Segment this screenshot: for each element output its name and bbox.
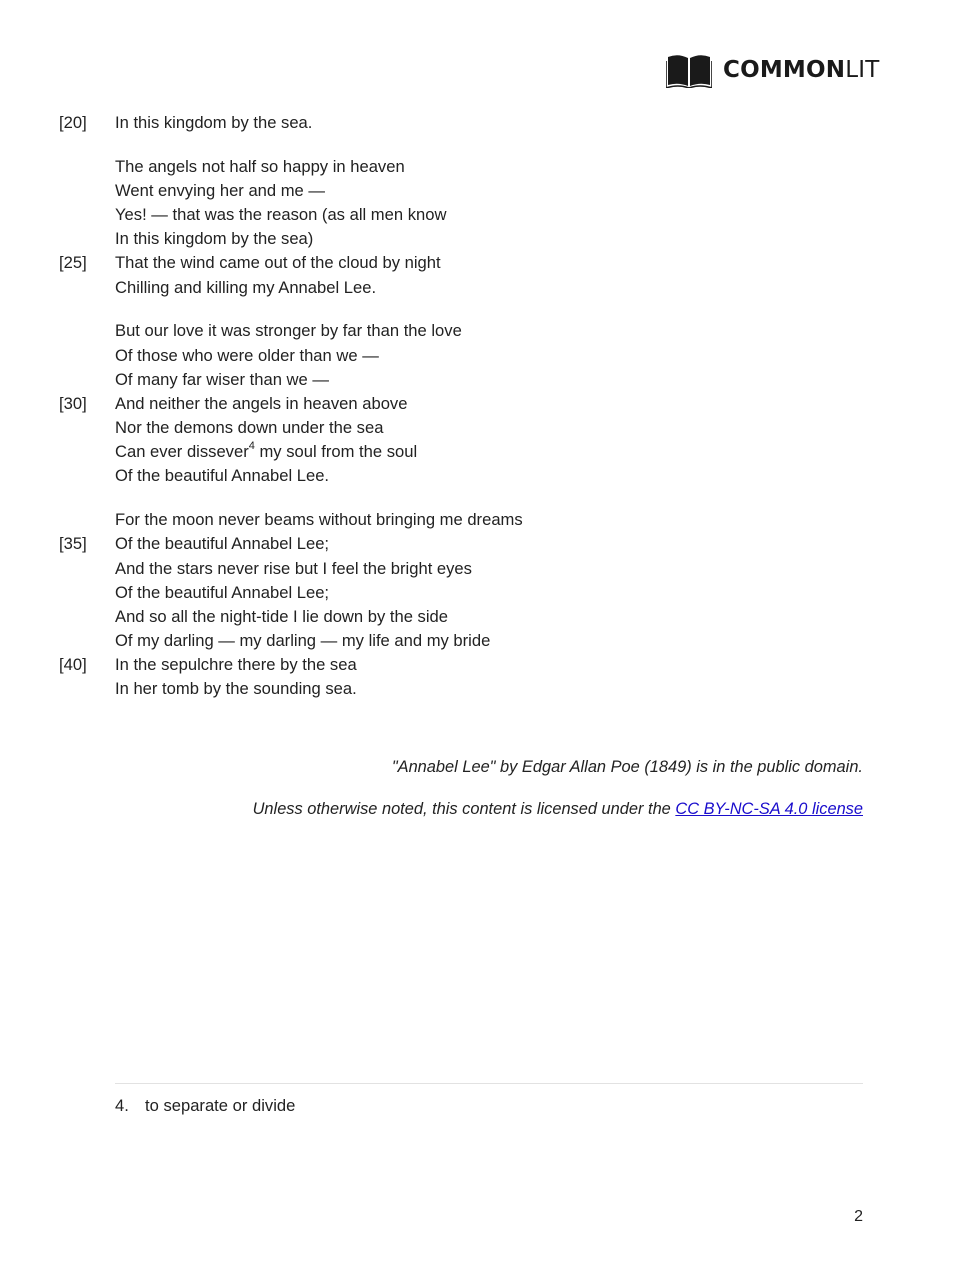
line-text: The angels not half so happy in heaven [115,156,405,176]
line-text: Yes! — that was the reason (as all men know [115,205,447,225]
line-text: Of many far wiser than we — [115,369,329,389]
line-text [115,440,417,464]
line-text: And the stars never rise but I feel the bright eyes [115,558,472,578]
line-text: In her tomb by the sounding sea. [115,679,357,699]
poem-line [0,276,979,300]
footnote-ref: 4 [248,439,255,452]
line-text: And neither the angels in heaven above [115,393,408,413]
poem-line [0,344,979,368]
line-text: Of those who were older than we — [115,345,379,365]
poem-line [0,653,979,677]
line-text: In the sepulchre there by the sea [115,655,357,675]
line-text: Of my darling — my darling — my life and my bride [115,631,491,651]
open-book-icon [666,52,712,88]
poem-line [0,111,979,135]
footnote-divider [115,1083,863,1084]
license-prefix: Unless otherwise noted, this content is licensed under the [252,800,676,818]
line-text: In this kingdom by the sea) [115,229,314,249]
poem-line [0,319,979,343]
footnote-text: to separate or divide [145,1096,296,1115]
line-text: That the wind came out of the cloud by night [115,253,441,273]
poem-line [0,677,979,701]
stanza [0,508,979,702]
footnote [115,1096,295,1116]
poem-line [0,155,979,179]
line-text: Nor the demons down under the sea [115,418,384,438]
poem-line [0,392,979,416]
line-text: Went envying her and me — [115,180,325,200]
poem-line [0,508,979,532]
poem-line [0,581,979,605]
poem-line [0,227,979,251]
poem-line [0,464,979,488]
footnote-number: 4. [115,1096,129,1115]
license-notice [253,800,863,819]
line-text: In this kingdom by the sea. [115,113,313,132]
poem-line [0,557,979,581]
poem-line [0,440,979,464]
poem-line [0,629,979,653]
logo-text-common: COMMON [723,57,846,83]
poem-line [0,203,979,227]
line-number: [35] [59,534,87,554]
line-text: But our love it was stronger by far than the love [115,321,462,341]
poem-line [0,251,979,275]
poem-line [0,532,979,556]
line-number: [25] [59,253,87,273]
commonlit-logo [666,52,879,88]
stanza [0,155,979,300]
logo-text-lit: LIT [845,57,880,83]
line-text: And so all the night-tide I lie down by the side [115,606,449,626]
stanza [0,319,979,488]
stanza [0,111,979,135]
line-text: For the moon never beams without bringing me dreams [115,510,523,530]
line-number: [20] [59,113,87,132]
line-text-part: Can ever dissever [115,442,249,462]
poem-line [0,416,979,440]
license-link[interactable]: CC BY-NC-SA 4.0 license [675,800,863,818]
poem-body [0,111,979,721]
poem-line [0,605,979,629]
line-number: [30] [59,393,87,413]
line-text: Of the beautiful Annabel Lee. [115,466,330,486]
attribution: "Annabel Lee" by Edgar Allan Poe (1849) is in the public domain. [391,758,863,776]
poem-line [0,368,979,392]
poem-line [0,179,979,203]
logo-wordmark [723,52,879,88]
line-text-part: my soul from the soul [254,442,418,462]
line-number: [40] [59,655,87,675]
line-text: Of the beautiful Annabel Lee; [115,582,330,602]
line-text: Chilling and killing my Annabel Lee. [115,277,377,297]
line-text: Of the beautiful Annabel Lee; [115,534,330,554]
page-number: 2 [854,1208,863,1225]
